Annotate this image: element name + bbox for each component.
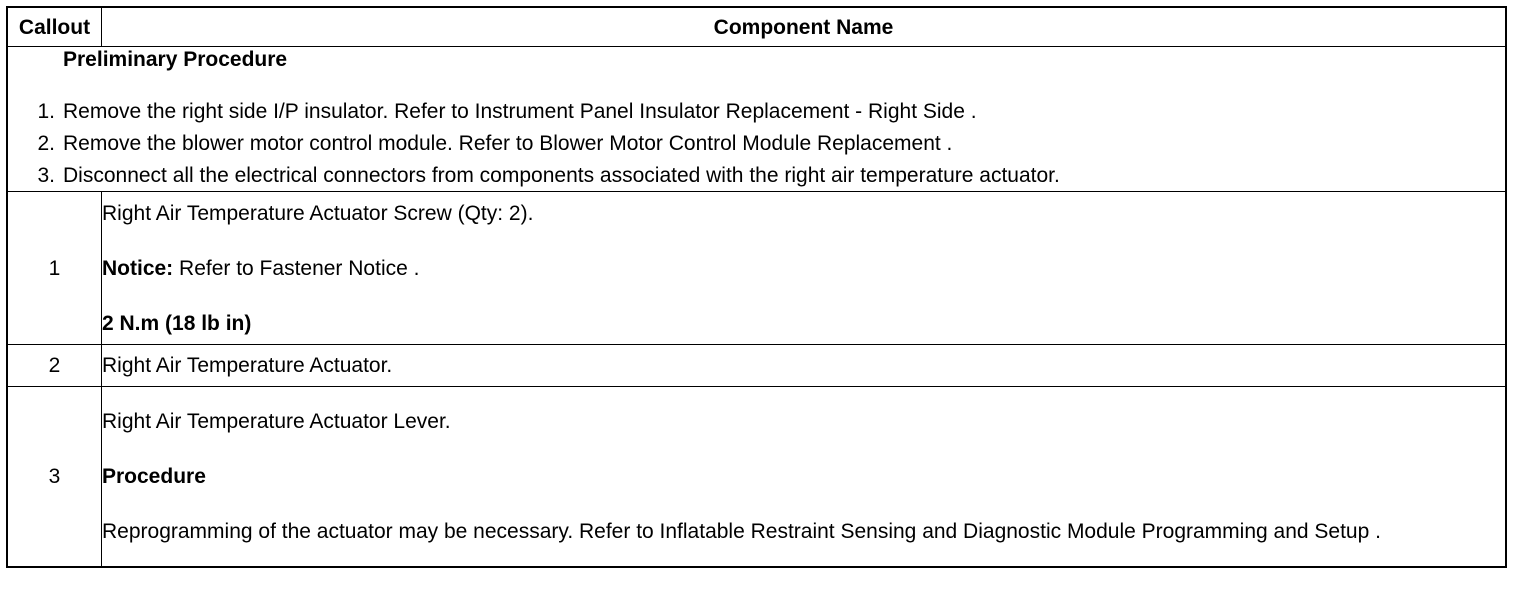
callout-column-header: Callout [7, 7, 102, 47]
component-name: Right Air Temperature Actuator. [102, 345, 1507, 387]
notice-text: Refer to Fastener Notice . [173, 256, 420, 280]
list-item [8, 127, 1505, 159]
step-text: Remove the right side I/P insulator. Refer to Instrument Panel Insulator Replacement - Right Side . [63, 99, 977, 123]
step-text: Remove the blower motor control module. Refer to Blower Motor Control Module Replacement . [63, 131, 953, 155]
component-name-column-header: Component Name [102, 7, 1507, 47]
table-row [7, 192, 1506, 345]
torque-spec: 2 N.m (18 lb in) [102, 311, 252, 335]
step-number: 3. [37, 163, 55, 187]
step-text: Disconnect all the electrical connectors from components associated with the right air temperature actuator. [63, 163, 1060, 187]
component-cell [102, 387, 1507, 567]
table-row [7, 345, 1506, 387]
table-row [7, 387, 1506, 567]
step-number: 2. [37, 131, 55, 155]
component-table [6, 6, 1507, 568]
procedure-text: Reprogramming of the actuator may be necessary. Refer to Inflatable Restraint Sensing and Diagnostic Module Programming and Setup . [102, 519, 1381, 543]
component-name: Right Air Temperature Actuator Screw (Qty: 2). [102, 201, 534, 225]
step-number: 1. [37, 99, 55, 123]
component-name: Right Air Temperature Actuator Lever. [102, 409, 451, 433]
component-cell [102, 192, 1507, 345]
list-item [8, 159, 1505, 191]
callout-number: 3 [7, 387, 102, 567]
procedure-label: Procedure [102, 464, 206, 488]
list-item [8, 95, 1505, 127]
table-header-row [7, 7, 1506, 47]
preliminary-procedure-title: Preliminary Procedure [63, 48, 288, 71]
callout-number: 2 [7, 345, 102, 387]
preliminary-procedure-row [7, 47, 1506, 192]
preliminary-steps-list [8, 95, 1505, 191]
preliminary-procedure-cell [7, 47, 1506, 192]
callout-number: 1 [7, 192, 102, 345]
notice-line [102, 256, 1505, 281]
notice-label: Notice: [102, 256, 174, 280]
